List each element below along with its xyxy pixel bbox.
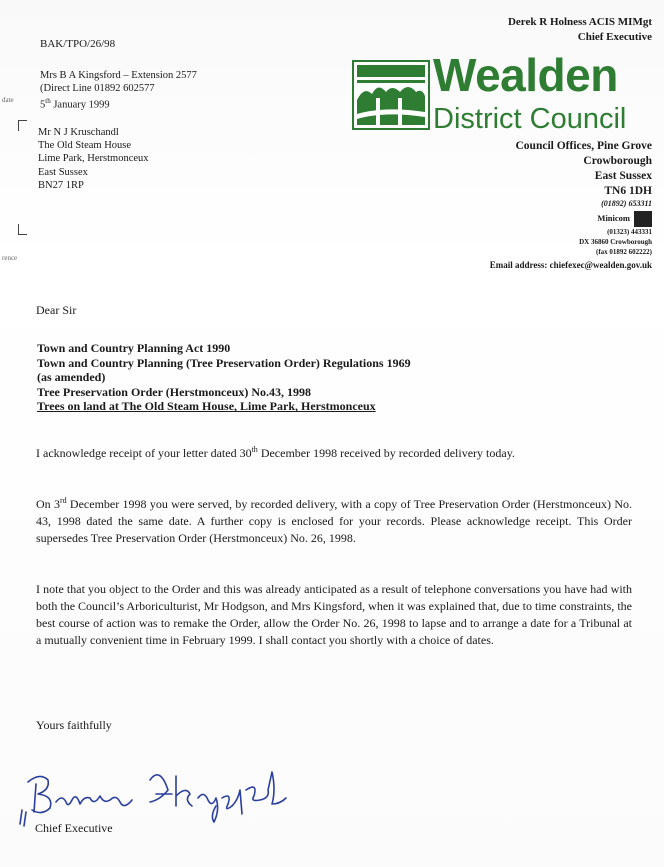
subject-line-2: Town and Country Planning (Tree Preservation Order) Regulations 1969 (37, 355, 411, 370)
paragraph-2: On 3rd December 1998 you were served, by recorded delivery, with a copy of Tree Preservation Order (Herstmonceux) No. 43, 1998 dated the same date. A further copy is enclosed for your records. Please acknowledge receipt. This Order supersedes Tree Preservation Order (Herstmonceux) No. 26, 1998. (36, 496, 632, 545)
letter-date: 5th January 1999 (40, 97, 110, 111)
office-line-1: Council Offices, Pine Grove (515, 140, 652, 152)
recipient-line-1: The Old Steam House (38, 140, 132, 152)
side-label-date: date (2, 96, 14, 104)
subject-block (37, 341, 411, 414)
executive-title: Chief Executive (577, 31, 652, 43)
office-postcode: TN6 1DH (604, 185, 652, 197)
recipient-address (38, 126, 149, 192)
contact-line-1: Mrs B A Kingsford – Extension 2577 (40, 70, 197, 81)
minicom-label: Minicom (597, 213, 630, 223)
office-address (516, 139, 653, 199)
dx-number: DX 36860 Crowborough (579, 238, 652, 246)
paragraph-3: I note that you object to the Order and this was already anticipated as a result of telephone conversations you have had with both the Council’s Arboriculturist, Mr Hodgson, and Mrs Kingsford, when it was explained that, due to time constraints, the best course of action was to remake the Order, allow the Order No. 26, 1998 to lapse and to arrange a date for a Tribunal at a mutually convenient time in February 1999. I shall contact you shortly with a choice of dates. (36, 582, 632, 647)
recipient-line-3: East Sussex (38, 166, 88, 178)
recipient-name: Mr N J Kruschandl (38, 127, 119, 138)
handwritten-signature (10, 760, 300, 830)
minicom-icon (634, 211, 652, 227)
address-bracket-top (18, 120, 27, 131)
reference: BAK/TPO/26/98 (40, 38, 116, 50)
subject-line-5: Trees on land at The Old Steam House, Lime Park, Herstmonceux (37, 399, 376, 414)
executive-name: Derek R Holness ACIS MIMgt (507, 16, 652, 28)
sender-contact (40, 69, 197, 112)
closing: Yours faithfully (36, 718, 112, 732)
executive-block (508, 15, 652, 45)
minicom-number: (01323) 443331 (607, 228, 652, 236)
email-address: Email address: chiefexec@wealden.gov.uk (489, 260, 652, 270)
fax-number: (fax 01892 602222) (596, 248, 652, 256)
office-line-2: Crowborough (583, 155, 652, 167)
side-label-reference: rence (2, 254, 18, 262)
recipient-line-2: Lime Park, Herstmonceux (38, 153, 149, 165)
signatory-title: Chief Executive (35, 821, 113, 835)
subject-line-3: (as amended) (37, 370, 106, 385)
tree-landscape-icon (354, 62, 428, 128)
salutation: Dear Sir (36, 303, 77, 317)
office-phone: (01892) 653311 (601, 199, 652, 208)
paragraph-1: I acknowledge receipt of your letter dated 30th December 1998 received by recorded delivery today. (36, 445, 515, 460)
brand-name: Wealden (433, 49, 618, 101)
subject-line-1: Town and Country Planning Act 1990 (37, 341, 231, 355)
contact-line-2: (Direct Line 01892 602577 (40, 83, 155, 94)
address-bracket-bottom (18, 224, 27, 235)
subject-line-4: Tree Preservation Order (Herstmonceux) No.43, 1998 (37, 384, 312, 399)
recipient-postcode: BN27 1RP (38, 179, 84, 191)
brand-subtitle: District Council (433, 103, 627, 135)
office-line-3: East Sussex (594, 170, 652, 182)
council-logo (352, 60, 430, 130)
